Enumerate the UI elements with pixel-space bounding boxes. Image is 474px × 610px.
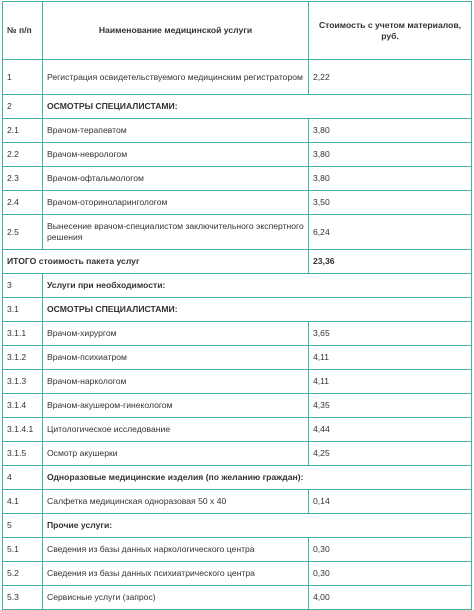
row-number: 5.3: [3, 586, 43, 610]
row-number: 5: [3, 514, 43, 538]
service-name: Сервисные услуги (запрос): [43, 586, 309, 610]
service-name: Осмотр акушерки: [43, 442, 309, 466]
row-number: 2.2: [3, 143, 43, 167]
service-cost: 3,65: [309, 322, 472, 346]
service-cost: 4,25: [309, 442, 472, 466]
service-name: Врачом-наркологом: [43, 370, 309, 394]
column-header-number: № п/п: [3, 2, 43, 60]
section-title: ОСМОТРЫ СПЕЦИАЛИСТАМИ:: [43, 298, 472, 322]
service-cost: 3,80: [309, 143, 472, 167]
service-cost: 0,30: [309, 562, 472, 586]
table-row: [3, 274, 472, 298]
section-title: Услуги при необходимости:: [43, 274, 472, 298]
table-row: [3, 215, 472, 250]
total-cost: 23,36: [309, 250, 472, 274]
service-name: Вынесение врачом-специалистом заключительного экспертного решения: [43, 215, 309, 250]
table-row: [3, 586, 472, 610]
service-name: Врачом-офтальмологом: [43, 167, 309, 191]
service-cost: 4,11: [309, 370, 472, 394]
service-name: Врачом-неврологом: [43, 143, 309, 167]
row-number: 3: [3, 274, 43, 298]
table-row: [3, 95, 472, 119]
table-row: [3, 514, 472, 538]
table-row: [3, 60, 472, 95]
service-cost: 4,11: [309, 346, 472, 370]
row-number: 4: [3, 466, 43, 490]
service-cost: 3,50: [309, 191, 472, 215]
service-cost: 4,44: [309, 418, 472, 442]
service-name: Врачом-оториноларингологом: [43, 191, 309, 215]
table-row: [3, 167, 472, 191]
service-name: Сведения из базы данных психиатрического центра: [43, 562, 309, 586]
service-name: Врачом-хирургом: [43, 322, 309, 346]
table-header-row: [3, 2, 472, 60]
service-cost: 4,00: [309, 586, 472, 610]
table-row: [3, 298, 472, 322]
service-cost: 3,80: [309, 167, 472, 191]
service-name: Цитологическое исследование: [43, 418, 309, 442]
row-number: 3.1.5: [3, 442, 43, 466]
row-number: 3.1.1: [3, 322, 43, 346]
table-row: [3, 119, 472, 143]
row-number: 4.1: [3, 490, 43, 514]
table-row: [3, 191, 472, 215]
row-number: 2: [3, 95, 43, 119]
row-number: 3.1: [3, 298, 43, 322]
section-title: Одноразовые медицинские изделия (по желанию граждан):: [43, 466, 472, 490]
table-row: [3, 346, 472, 370]
table-row: [3, 466, 472, 490]
table-row: [3, 442, 472, 466]
table-row: [3, 370, 472, 394]
row-number: 2.4: [3, 191, 43, 215]
table-row: [3, 143, 472, 167]
service-cost: 3,80: [309, 119, 472, 143]
table-row: [3, 490, 472, 514]
service-name: Врачом-акушером-гинекологом: [43, 394, 309, 418]
service-cost: 6,24: [309, 215, 472, 250]
table-row: [3, 562, 472, 586]
service-cost: 4,35: [309, 394, 472, 418]
service-cost: 0,30: [309, 538, 472, 562]
service-name: Регистрация освидетельствуемого медицинским регистратором: [43, 60, 309, 95]
total-row: [3, 250, 472, 274]
service-name: Врачом-психиатром: [43, 346, 309, 370]
service-name: Врачом-терапевтом: [43, 119, 309, 143]
table-row: [3, 322, 472, 346]
row-number: 2.5: [3, 215, 43, 250]
table-row: [3, 418, 472, 442]
row-number: 3.1.4: [3, 394, 43, 418]
row-number: 3.1.4.1: [3, 418, 43, 442]
section-title: ОСМОТРЫ СПЕЦИАЛИСТАМИ:: [43, 95, 472, 119]
row-number: 2.3: [3, 167, 43, 191]
service-cost: 0,14: [309, 490, 472, 514]
row-number: 5.1: [3, 538, 43, 562]
price-table: [2, 1, 472, 610]
service-name: Сведения из базы данных наркологического центра: [43, 538, 309, 562]
section-title: Прочие услуги:: [43, 514, 472, 538]
column-header-cost: Стоимость с учетом материалов, руб.: [309, 2, 472, 60]
table-row: [3, 394, 472, 418]
total-label: ИТОГО стоимость пакета услуг: [3, 250, 309, 274]
service-cost: 2,22: [309, 60, 472, 95]
row-number: 3.1.2: [3, 346, 43, 370]
row-number: 3.1.3: [3, 370, 43, 394]
column-header-service-name: Наименование медицинской услуги: [43, 2, 309, 60]
service-name: Салфетка медицинская одноразовая 50 х 40: [43, 490, 309, 514]
table-row: [3, 538, 472, 562]
row-number: 5.2: [3, 562, 43, 586]
row-number: 2.1: [3, 119, 43, 143]
row-number: 1: [3, 60, 43, 95]
